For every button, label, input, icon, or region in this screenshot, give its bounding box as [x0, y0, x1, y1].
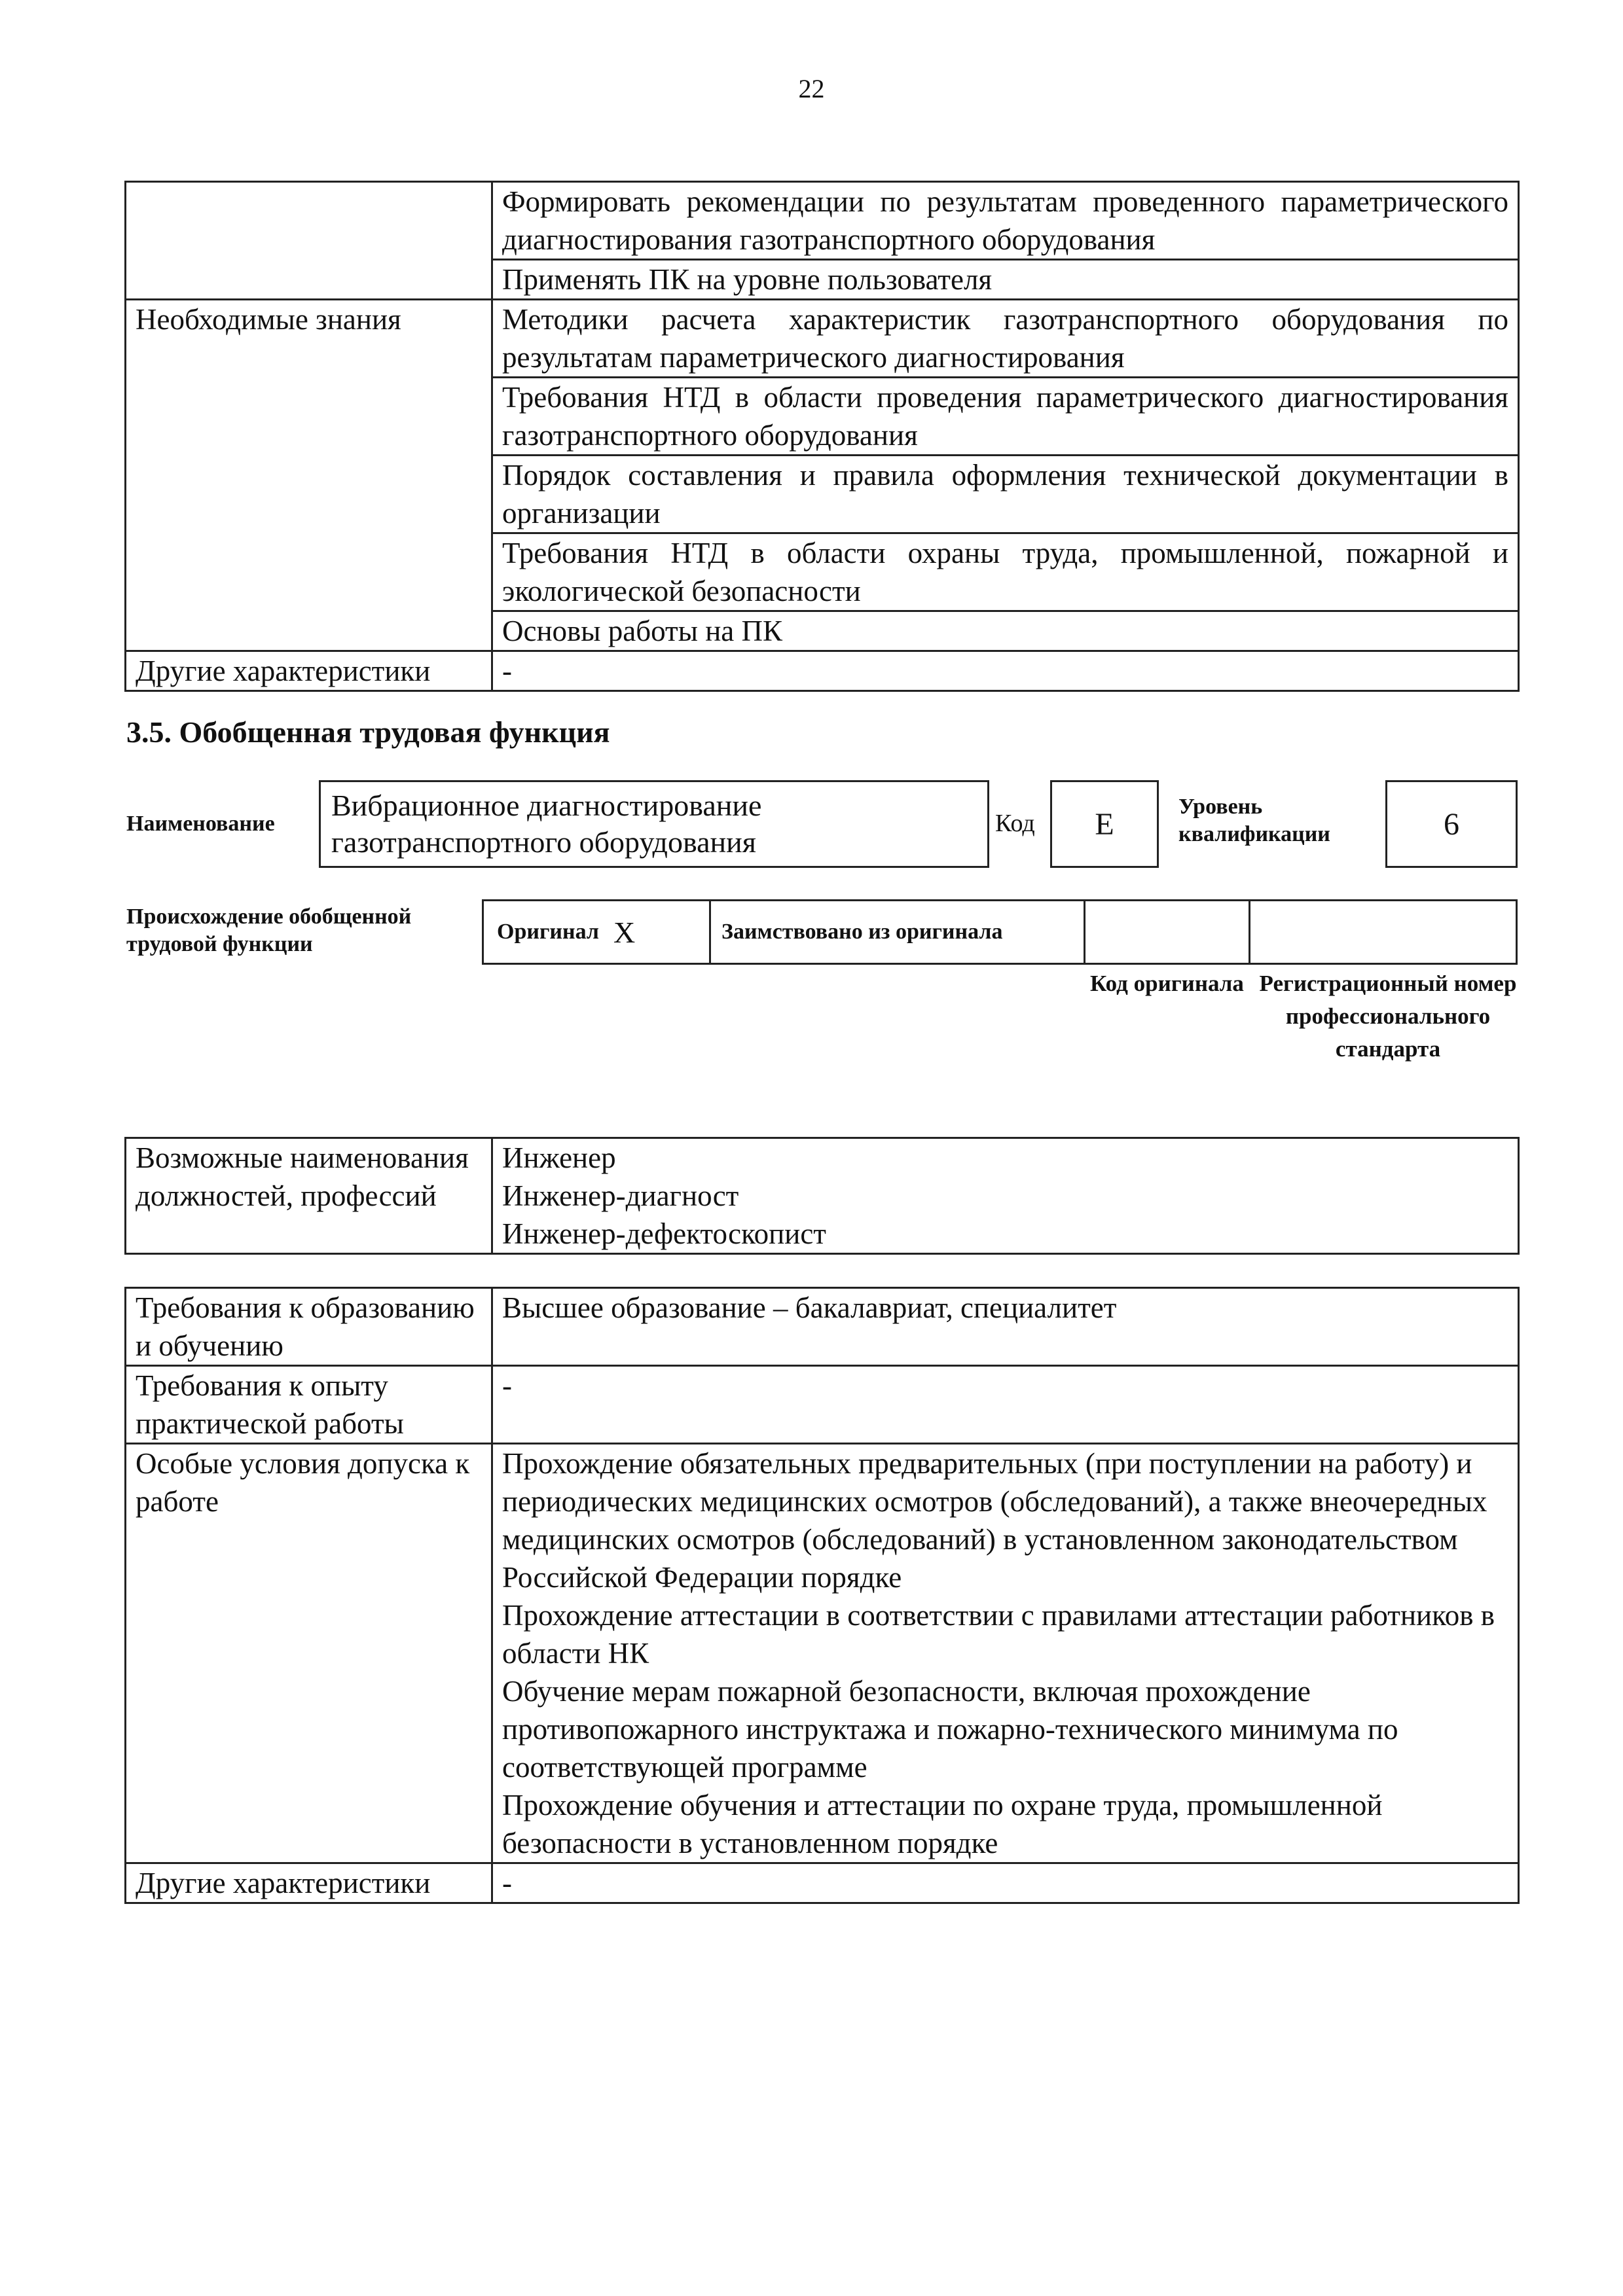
- reg-number-box: [1249, 899, 1518, 965]
- borrowed-box: [709, 899, 1085, 965]
- table-row: [126, 1288, 1519, 1366]
- code-value: E: [1095, 806, 1114, 842]
- table-row: [126, 1366, 1519, 1444]
- knowledge-item: Требования НТД в области проведения параметрического диагностирования газотранспортного оборудования: [492, 378, 1519, 456]
- row-label: [126, 182, 492, 300]
- qualification-level-label: Уровень квалификации: [1178, 795, 1330, 846]
- condition-item: Прохождение обучения и аттестации по охране труда, промышленной безопасности в установленном порядке: [502, 1789, 1383, 1859]
- table-row: [126, 1863, 1519, 1903]
- table-row: [126, 651, 1519, 691]
- condition-item: Прохождение обязательных предварительных (при поступлении на работу) и периодических медицинских осмотров (обследований), а также внеочередных медицинских осмотров (обследований) в установленном законодательством Российской Федерации порядке: [502, 1447, 1487, 1594]
- positions-table: [124, 1137, 1520, 1255]
- row-label: Другие характеристики: [126, 651, 492, 691]
- experience-value: -: [492, 1366, 1519, 1444]
- code-original-box: [1084, 899, 1250, 965]
- skill-item: Формировать рекомендации по результатам проведенного параметрического диагностирования газотранспортного оборудования: [492, 182, 1519, 260]
- knowledge-table: [124, 181, 1520, 692]
- condition-item: Прохождение аттестации в соответствии с правилами аттестации работников в области НК: [502, 1599, 1495, 1670]
- other-characteristics-value: -: [492, 651, 1519, 691]
- education-value: Высшее образование – бакалавриат, специалитет: [492, 1288, 1519, 1366]
- level-value: 6: [1444, 806, 1459, 842]
- origin-label: Происхождение обобщенной трудовой функции: [126, 905, 412, 956]
- original-mark: X: [613, 915, 636, 949]
- original-box: [482, 899, 711, 965]
- row-label: Требования к образованию и обучению: [126, 1288, 492, 1366]
- table-row: [126, 1444, 1519, 1863]
- section-title: 3.5. Обобщенная трудовая функция: [126, 715, 610, 749]
- position-item: Инженер: [502, 1141, 616, 1174]
- condition-item: Обучение мерам пожарной безопасности, включая прохождение противопожарного инструктажа и пожарно-технического минимума по соответствующей программе: [502, 1675, 1398, 1784]
- knowledge-item: Порядок составления и правила оформления технической документации в организации: [492, 456, 1519, 533]
- borrowed-label: Заимствовано из оригинала: [721, 920, 1003, 944]
- reg-number-caption: Регистрационный номер профессионального стандарта: [1259, 971, 1517, 1062]
- knowledge-item: Методики расчета характеристик газотранспортного оборудования по результатам параметрического диагностирования: [492, 300, 1519, 378]
- code-box: [1050, 780, 1159, 868]
- position-item: Инженер-дефектоскопист: [502, 1217, 826, 1250]
- skill-item: Применять ПК на уровне пользователя: [492, 260, 1519, 300]
- page-number: 22: [798, 74, 825, 103]
- level-box: [1385, 780, 1518, 868]
- row-label: Необходимые знания: [126, 300, 492, 651]
- positions-label: Возможные наименования должностей, профессий: [126, 1138, 492, 1254]
- table-row: [126, 182, 1519, 260]
- knowledge-item: Требования НТД в области охраны труда, промышленной, пожарной и экологической безопасности: [492, 533, 1519, 611]
- row-label: Другие характеристики: [126, 1863, 492, 1903]
- name-label: Наименование: [126, 812, 275, 836]
- gtf-name-box: [319, 780, 989, 868]
- position-item: Инженер-диагност: [502, 1179, 739, 1212]
- table-row: [126, 1138, 1519, 1254]
- original-label: Оригинал: [497, 920, 599, 944]
- table-row: [126, 300, 1519, 378]
- positions-values: [492, 1138, 1519, 1254]
- row-label: Особые условия допуска к работе: [126, 1444, 492, 1863]
- admission-conditions: [492, 1444, 1519, 1863]
- requirements-table: [124, 1287, 1520, 1904]
- gtf-name-value: Вибрационное диагностирование газотранспортного оборудования: [331, 789, 762, 859]
- code-original-caption: Код оригинала: [1090, 971, 1244, 996]
- code-label: Код: [995, 810, 1035, 837]
- other-characteristics-value: -: [492, 1863, 1519, 1903]
- row-label: Требования к опыту практической работы: [126, 1366, 492, 1444]
- knowledge-item: Основы работы на ПК: [492, 611, 1519, 651]
